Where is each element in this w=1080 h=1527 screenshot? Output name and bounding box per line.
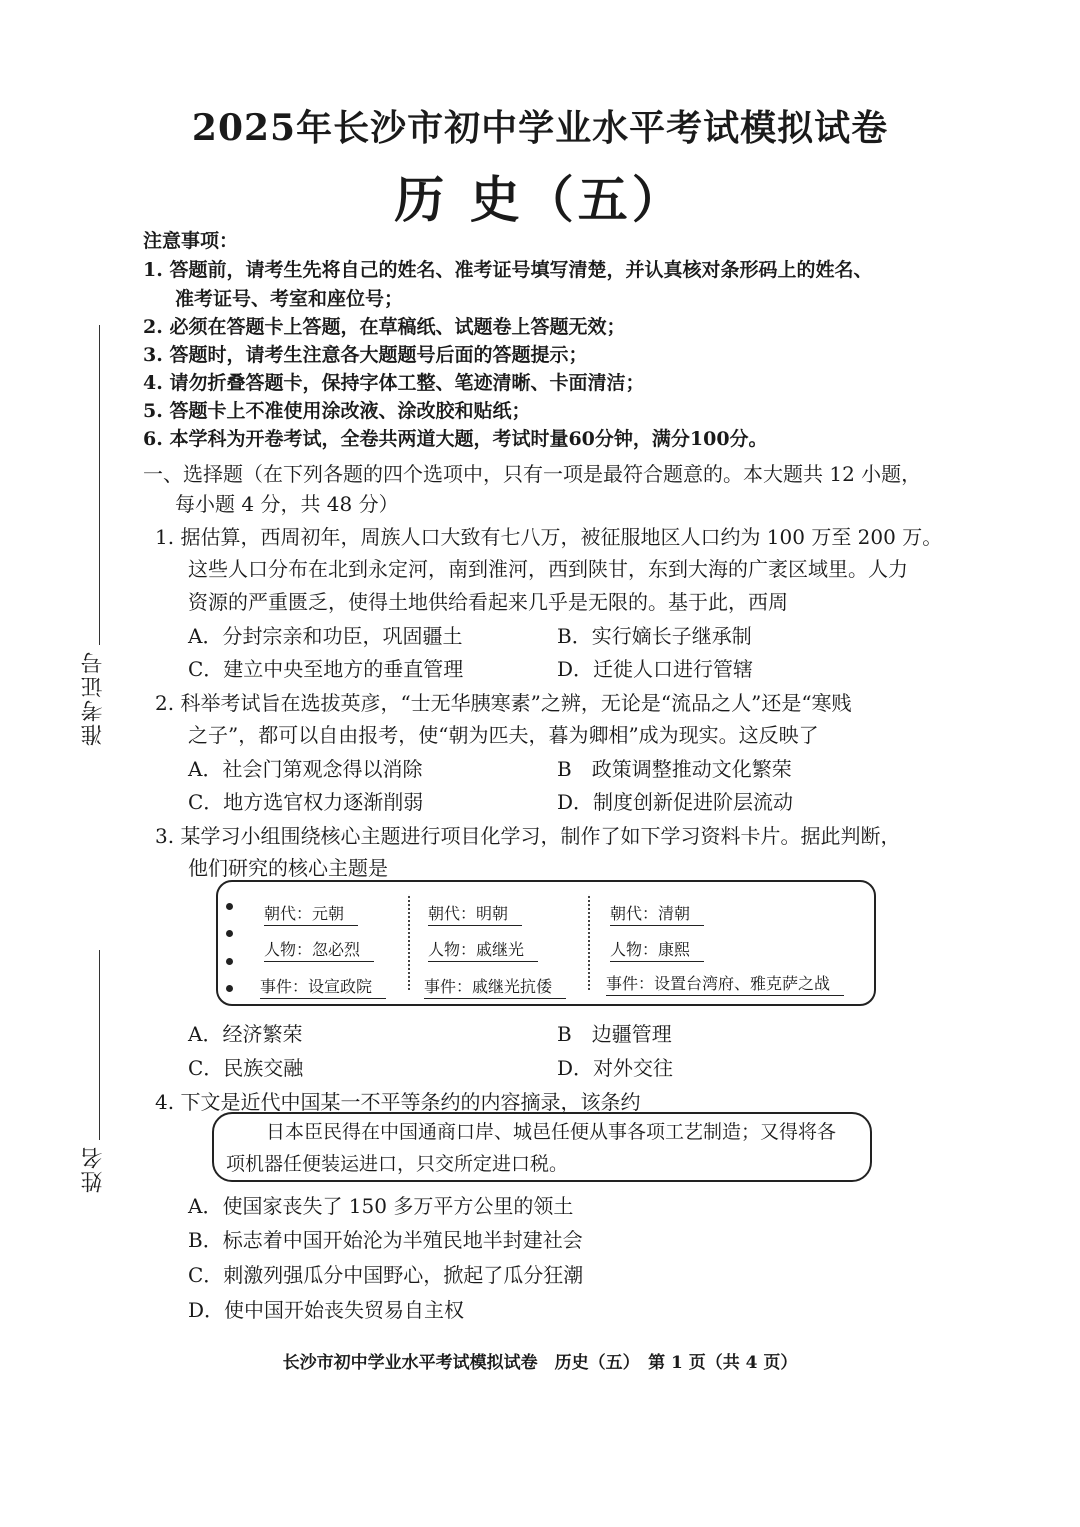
notice-heading: 注意事项： <box>143 230 239 252</box>
q3-stem: 他们研究的核心主题是 <box>188 856 388 880</box>
card-qing-person: 人物：康熙 <box>610 937 704 962</box>
page-footer: 长沙市初中学业水平考试模拟试卷 历史（五） 第 1 页（共 4 页） <box>282 1353 798 1373</box>
binder-hole-icon <box>226 958 233 965</box>
treaty-quote-line: 项机器任便装运进口，只交所定进口税。 <box>226 1153 569 1175</box>
card-yuan-person: 人物：忽必烈 <box>264 937 374 962</box>
card-qing-event: 事件：设置台湾府、雅克萨之战 <box>606 971 844 996</box>
q3-stem: 3. 某学习小组围绕核心主题进行项目化学习，制作了如下学习资料卡片。据此判断， <box>155 824 901 848</box>
q2-option-b[interactable]: B 政策调整推动文化繁荣 <box>557 757 792 781</box>
q4-option-c[interactable]: C．刺激列强瓜分中国野心，掀起了瓜分狂潮 <box>188 1263 584 1287</box>
binder-hole-icon <box>226 903 233 910</box>
binder-hole-icon <box>226 930 233 937</box>
binder-hole-icon <box>226 985 233 992</box>
q2-option-c[interactable]: C．地方选官权力逐渐削弱 <box>188 790 424 814</box>
section-heading: 一、选择题（在下列各题的四个选项中，只有一项是最符合题意的。本大题共 12 小题， <box>143 462 922 486</box>
notice-line: 5. 答题卡上不准使用涂改液、涂改胶和贴纸； <box>143 400 531 422</box>
q2-stem: 2. 科举考试旨在选拔英彦，“士无华胰寒素”之辨，无论是“流品之人”还是“寒贱 <box>155 691 852 715</box>
q1-stem: 这些人口分布在北到永定河，南到淮河，西到陕甘，东到大海的广袤区域里。人力 <box>188 557 908 581</box>
admission-line <box>99 325 100 645</box>
study-card <box>216 880 876 1006</box>
exam-title: 2025年长沙市初中学业水平考试模拟试卷 <box>191 107 889 149</box>
q3-option-d[interactable]: D．对外交往 <box>557 1056 674 1080</box>
card-ming-dynasty: 朝代：明朝 <box>428 901 522 926</box>
q1-option-a[interactable]: A．分封宗亲和功臣，巩固疆土 <box>188 624 463 648</box>
admission-label: 准考证号 <box>81 650 106 746</box>
treaty-quote-box <box>212 1112 872 1182</box>
q4-option-d[interactable]: D．使中国开始丧失贸易自主权 <box>188 1298 465 1322</box>
card-divider <box>588 896 590 990</box>
subject-title: 历 史（五） <box>394 170 686 229</box>
treaty-quote-line: 日本臣民得在中国通商口岸、城邑任便从事各项工艺制造；又得将各 <box>266 1121 837 1143</box>
q4-option-a[interactable]: A．使国家丧失了 150 多万平方公里的领土 <box>188 1194 574 1218</box>
q1-stem: 资源的严重匮乏，使得土地供给看起来几乎是无限的。基于此，西周 <box>188 590 788 614</box>
q3-option-c[interactable]: C．民族交融 <box>188 1056 304 1080</box>
q1-option-b[interactable]: B．实行嫡长子继承制 <box>557 624 752 648</box>
card-yuan-event: 事件：设宣政院 <box>260 974 386 999</box>
q1-option-d[interactable]: D．迁徙人口进行管辖 <box>557 657 754 681</box>
notice-line: 2. 必须在答题卡上答题，在草稿纸、试题卷上答题无效； <box>143 316 626 338</box>
card-ming-event: 事件：戚继光抗倭 <box>424 974 566 999</box>
q4-stem: 4. 下文是近代中国某一不平等条约的内容摘录，该条约 <box>155 1090 641 1114</box>
card-ming-person: 人物：戚继光 <box>428 937 538 962</box>
card-divider <box>408 896 410 990</box>
q3-option-b[interactable]: B 边疆管理 <box>557 1022 672 1046</box>
q4-option-b[interactable]: B．标志着中国开始沦为半殖民地半封建社会 <box>188 1228 583 1252</box>
q2-option-a[interactable]: A．社会门第观念得以消除 <box>188 757 423 781</box>
section-heading-cont: 每小题 4 分，共 48 分） <box>175 492 399 516</box>
q2-stem: 之子”，都可以自由报考，使“朝为匹夫，暮为卿相”成为现实。这反映了 <box>188 723 819 747</box>
q1-option-c[interactable]: C．建立中央至地方的垂直管理 <box>188 657 464 681</box>
notice-line: 准考证号、考室和座位号； <box>175 288 404 310</box>
notice-line: 3. 答题时，请考生注意各大题题号后面的答题提示； <box>143 344 588 366</box>
q1-stem: 1. 据估算，西周初年，周族人口大致有七八万，被征服地区人口约为 100 万至 200 万。 <box>155 525 943 549</box>
notice-line: 6. 本学科为开卷考试，全卷共两道大题，考试时量60分钟，满分100分。 <box>143 428 768 450</box>
notice-line: 4. 请勿折叠答题卡，保持字体工整、笔迹清晰、卡面清洁； <box>143 372 645 394</box>
q2-option-d[interactable]: D．制度创新促进阶层流动 <box>557 790 794 814</box>
q3-option-a[interactable]: A．经济繁荣 <box>188 1022 303 1046</box>
card-qing-dynasty: 朝代：清朝 <box>610 901 704 926</box>
name-line <box>99 950 100 1140</box>
notice-line: 1. 答题前，请考生先将自己的姓名、准考证号填写清楚，并认真核对条形码上的姓名、 <box>143 259 873 281</box>
name-label: 姓名 <box>81 1145 106 1193</box>
card-yuan-dynasty: 朝代：元朝 <box>264 901 358 926</box>
